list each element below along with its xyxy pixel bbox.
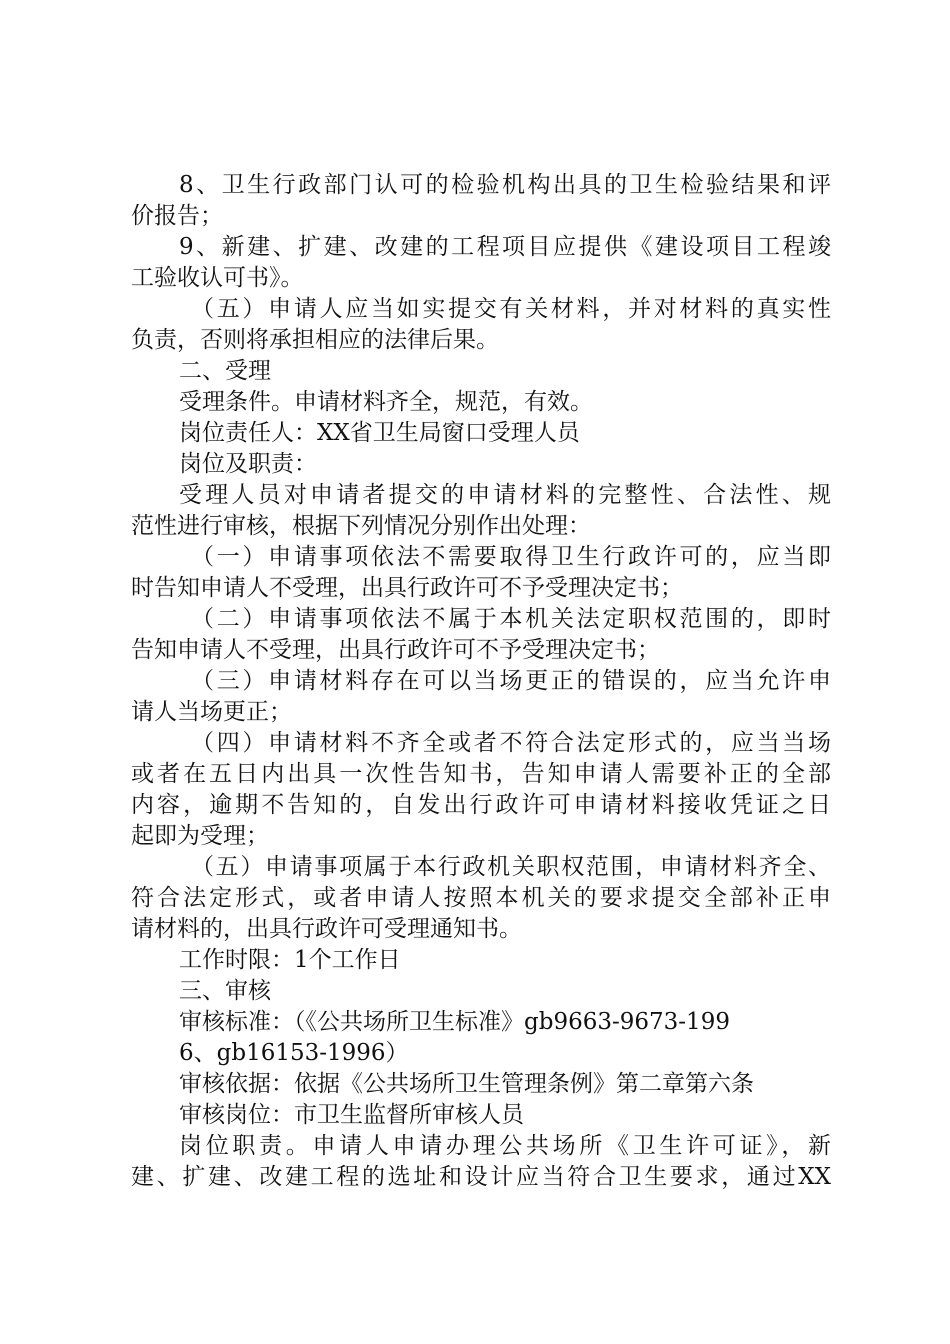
- text-line: 工作时限：1个工作日: [179, 947, 401, 973]
- text-line: 受理人员对申请者提交的申请材料的完整性、合法性、规: [179, 482, 831, 508]
- text-line: （五）申请事项属于本行政机关职权范围，申请材料齐全、: [191, 854, 831, 880]
- text-line: 建、扩建、改建工程的选址和设计应当符合卫生要求，通过XX: [131, 1164, 831, 1190]
- text-line: 岗位责任人：XX省卫生局窗口受理人员: [179, 420, 580, 446]
- text-line: 或者在五日内出具一次性告知书，告知申请人需要补正的全部: [131, 761, 831, 787]
- text-line: 岗位职责。申请人申请办理公共场所《卫生许可证》，新: [179, 1133, 831, 1159]
- text-line: （一）申请事项依法不需要取得卫生行政许可的，应当即: [191, 544, 831, 570]
- text-line: 二、受理: [179, 358, 271, 384]
- text-line: 9、新建、扩建、改建的工程项目应提供《建设项目工程竣: [179, 234, 831, 260]
- text-line: 审核标准：（《公共场所卫生标准》gb9663-9673-199: [179, 1009, 730, 1035]
- document-body: [131, 170, 831, 1193]
- text-line: 符合法定形式，或者申请人按照本机关的要求提交全部补正申: [131, 885, 831, 911]
- text-line: 请人当场更正；: [131, 699, 292, 725]
- text-line: 三、审核: [179, 978, 271, 1004]
- text-line: 负责，否则将承担相应的法律后果。: [131, 327, 499, 353]
- text-line: （三）申请材料存在可以当场更正的错误的，应当允许申: [191, 668, 831, 694]
- text-line: （二）申请事项依法不属于本机关法定职权范围的，即时: [191, 606, 831, 632]
- text-line: 岗位及职责：: [179, 451, 317, 477]
- text-line: 范性进行审核，根据下列情况分别作出处理：: [131, 513, 591, 539]
- text-line: 8、卫生行政部门认可的检验机构出具的卫生检验结果和评: [179, 172, 831, 198]
- text-line: 审核岗位：市卫生监督所审核人员: [179, 1102, 524, 1128]
- text-line: 审核依据：依据《公共场所卫生管理条例》第二章第六条: [179, 1071, 754, 1097]
- text-line: 工验收认可书》。: [131, 265, 304, 291]
- text-line: 请材料的，出具行政许可受理通知书。: [131, 916, 522, 942]
- text-line: 内容，逾期不告知的，自发出行政许可申请材料接收凭证之日: [131, 792, 831, 818]
- text-line: 受理条件。申请材料齐全，规范，有效。: [179, 389, 593, 415]
- text-line: 时告知申请人不受理，出具行政许可不予受理决定书；: [131, 575, 683, 601]
- text-line: （四）申请材料不齐全或者不符合法定形式的，应当当场: [191, 730, 831, 756]
- text-line: 告知申请人不受理，出具行政许可不予受理决定书；: [131, 637, 660, 663]
- text-line: 6、gb16153-1996）: [179, 1040, 409, 1066]
- text-line: 价报告；: [131, 203, 223, 229]
- text-line: （五）申请人应当如实提交有关材料，并对材料的真实性: [191, 296, 831, 322]
- text-line: 起即为受理；: [131, 823, 269, 849]
